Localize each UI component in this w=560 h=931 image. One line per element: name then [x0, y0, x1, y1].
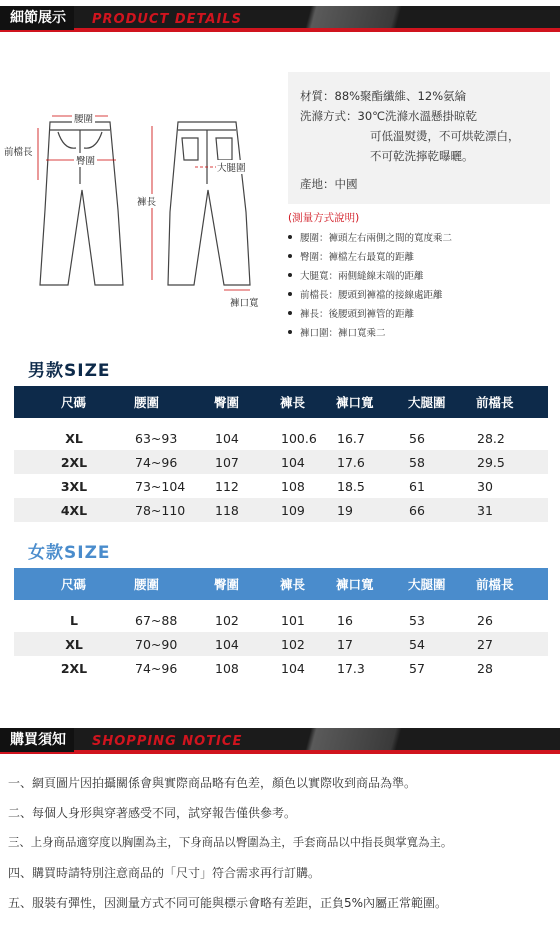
- cell: 28.2: [477, 430, 505, 446]
- cell: 16.7: [337, 430, 365, 446]
- product-details-banner: [0, 6, 560, 36]
- cell: 26: [477, 612, 493, 628]
- table-row: [14, 450, 548, 474]
- men-size-title: 男款SIZE: [28, 361, 111, 381]
- cell: 61: [409, 478, 425, 494]
- header-length: 褲長: [280, 568, 336, 600]
- cell: 78~110: [134, 498, 214, 522]
- measurement-notes-title: (測量方式說明): [288, 212, 360, 224]
- header-hip: 臀圍: [214, 386, 280, 418]
- cell: 66: [408, 498, 476, 522]
- cell: 17.3: [337, 660, 365, 676]
- notice-item: 二、每個人身形與穿著感受不同，試穿報告僅供參考。: [8, 806, 297, 820]
- cell: 63~93: [135, 430, 178, 446]
- cell: 4XL: [14, 498, 134, 522]
- table-header-row: [14, 568, 548, 600]
- header-size: 尺碼: [14, 386, 134, 418]
- measurement-note: 褲口圍：褲口寬乘二: [288, 324, 550, 343]
- cell: 17: [336, 632, 408, 656]
- measurement-note: 大腿寬：兩側縫線末端的距離: [288, 267, 550, 286]
- cell: 100.6: [281, 430, 317, 446]
- cell: 73~104: [135, 478, 186, 494]
- cell: 2XL: [14, 450, 134, 474]
- cell: 3XL: [60, 478, 88, 494]
- cell: 31: [476, 498, 548, 522]
- material-text: 材質：88%聚酯纖維、12%氨綸: [300, 89, 467, 103]
- notice-item: 四、購買時請特別注意商品的「尺寸」符合需求再行訂購。: [8, 866, 321, 880]
- cell: 74~96: [134, 450, 214, 474]
- hem-label: 褲口寬: [230, 298, 259, 309]
- cell: 30: [477, 478, 493, 494]
- cell: 56: [409, 430, 425, 446]
- cell: 29.5: [476, 450, 548, 474]
- cell: 18.5: [337, 478, 365, 494]
- origin-text: 產地：中國: [300, 177, 358, 191]
- men-size-table: [14, 386, 548, 522]
- measurement-notes: [288, 210, 550, 343]
- cell: 108: [281, 478, 305, 494]
- cell: 104: [215, 430, 239, 446]
- banner-title-zh: 細節展示: [0, 6, 74, 30]
- front-rise-label: 前檔長: [4, 147, 33, 158]
- material-info-panel: [288, 72, 550, 204]
- hip-label: 臀圍: [74, 153, 97, 167]
- notice-item: 三、上身商品適穿度以胸圍為主，下身商品以臀圍為主，手套商品以中指長與掌寬為主。: [8, 835, 453, 849]
- measurement-note: 腰圍：褲頭左右兩側之間的寬度乘二: [288, 229, 550, 248]
- cell: 67~88: [135, 612, 178, 628]
- header-hem: 褲口寬: [336, 568, 408, 600]
- table-row: [14, 608, 548, 632]
- cell: 74~96: [135, 660, 178, 676]
- cell: 112: [215, 478, 239, 494]
- table-row: [14, 632, 548, 656]
- header-hem: 褲口寬: [336, 386, 408, 418]
- cell: 57: [409, 660, 425, 676]
- cell: XL: [65, 430, 83, 446]
- cell: 101: [281, 612, 305, 628]
- measurement-note: 前檔長：腰頭到褲襠的接線處距離: [288, 286, 550, 305]
- cell: 102: [280, 632, 336, 656]
- waist-label: 腰圍: [72, 111, 95, 125]
- cell: 102: [215, 612, 239, 628]
- cell: 108: [215, 660, 239, 676]
- table-row: [14, 474, 548, 498]
- cell: 70~90: [134, 632, 214, 656]
- cell: 118: [214, 498, 280, 522]
- cell: 16: [337, 612, 353, 628]
- table-header-row: [14, 386, 548, 418]
- cell: 107: [214, 450, 280, 474]
- header-thigh: 大腿圍: [408, 568, 476, 600]
- cell: 58: [408, 450, 476, 474]
- measurement-note: 褲長：後腰頭到褲管的距離: [288, 305, 550, 324]
- table-row: [14, 656, 548, 680]
- notice-item: 五、服裝有彈性，因測量方式不同可能與標示會略有差距，正負5%內屬正常範圍。: [8, 896, 448, 910]
- table-row: [14, 426, 548, 450]
- cell: 54: [408, 632, 476, 656]
- header-front-rise: 前檔長: [476, 568, 548, 600]
- cell: 17.6: [336, 450, 408, 474]
- cell: XL: [14, 632, 134, 656]
- measurement-note: 臀圍：褲檔左右最寬的距離: [288, 248, 550, 267]
- cell: 2XL: [60, 660, 88, 676]
- header-length: 褲長: [280, 386, 336, 418]
- wash-text-3: 不可乾洗擰乾曝曬。: [370, 149, 474, 163]
- women-size-table: [14, 568, 548, 680]
- banner-title-en: PRODUCT DETAILS: [92, 12, 242, 27]
- cell: 104: [281, 660, 305, 676]
- banner-title-en: SHOPPING NOTICE: [92, 734, 243, 749]
- cell: 28: [477, 660, 493, 676]
- length-label: 褲長: [137, 194, 156, 208]
- cell: 53: [409, 612, 425, 628]
- notice-item: 一、網頁圖片因拍攝關係會與實際商品略有色差，顏色以實際收到商品為準。: [8, 776, 417, 790]
- thigh-label: 大腿圍: [216, 160, 247, 174]
- wash-text-1: 洗滌方式：30℃洗滌水溫懸掛晾乾: [300, 109, 478, 123]
- header-hip: 臀圍: [214, 568, 280, 600]
- cell: 104: [214, 632, 280, 656]
- cell: 104: [280, 450, 336, 474]
- cell: 27: [476, 632, 548, 656]
- header-size: 尺碼: [14, 568, 134, 600]
- header-thigh: 大腿圍: [408, 386, 476, 418]
- banner-title-zh: 購買須知: [0, 728, 74, 752]
- table-row: [14, 498, 548, 522]
- pants-measurement-diagram: [0, 80, 285, 320]
- cell: 19: [336, 498, 408, 522]
- header-front-rise: 前檔長: [476, 386, 548, 418]
- header-waist: 腰圍: [134, 568, 214, 600]
- shopping-notice-banner: [0, 728, 560, 758]
- cell: L: [70, 612, 78, 628]
- wash-text-2: 可低溫熨燙，不可烘乾漂白，: [370, 129, 520, 143]
- women-size-title: 女款SIZE: [28, 543, 111, 563]
- header-waist: 腰圍: [134, 386, 214, 418]
- cell: 109: [280, 498, 336, 522]
